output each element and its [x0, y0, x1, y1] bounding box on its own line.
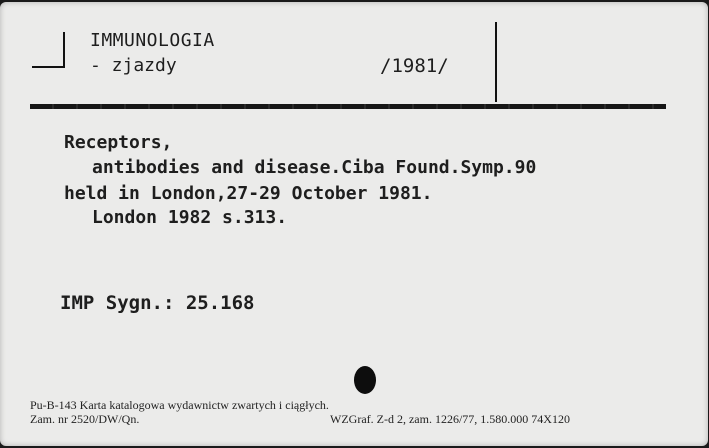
footer-line-1: Pu-B-143 Karta katalogowa wydawnictw zwartych i ciągłych. — [30, 398, 329, 412]
punch-hole — [354, 366, 376, 394]
footer-line-2-right: WZGraf. Z-d 2, zam. 1226/77, 1.580.000 74X120 — [330, 412, 570, 426]
left-bracket-vertical — [63, 32, 65, 68]
title-line-4: London 1982 s.313. — [92, 207, 288, 228]
header-rule — [30, 104, 666, 109]
call-number: IMP Sygn.: 25.168 — [60, 292, 255, 314]
footer-line-2-left: Zam. nr 2520/DW/Qn. — [30, 412, 140, 426]
left-bracket-horizontal — [32, 66, 65, 68]
title-line-2: antibodies and disease.Ciba Found.Symp.90 — [92, 157, 537, 178]
subject-heading: IMMUNOLOGIA — [90, 30, 215, 51]
catalog-card — [0, 2, 708, 446]
title-line-1: Receptors, — [64, 132, 173, 153]
title-line-3: held in London,27-29 October 1981. — [64, 183, 433, 204]
header-divider — [495, 22, 497, 102]
year: /1981/ — [380, 55, 449, 77]
subject-subheading: - zjazdy — [90, 55, 177, 76]
